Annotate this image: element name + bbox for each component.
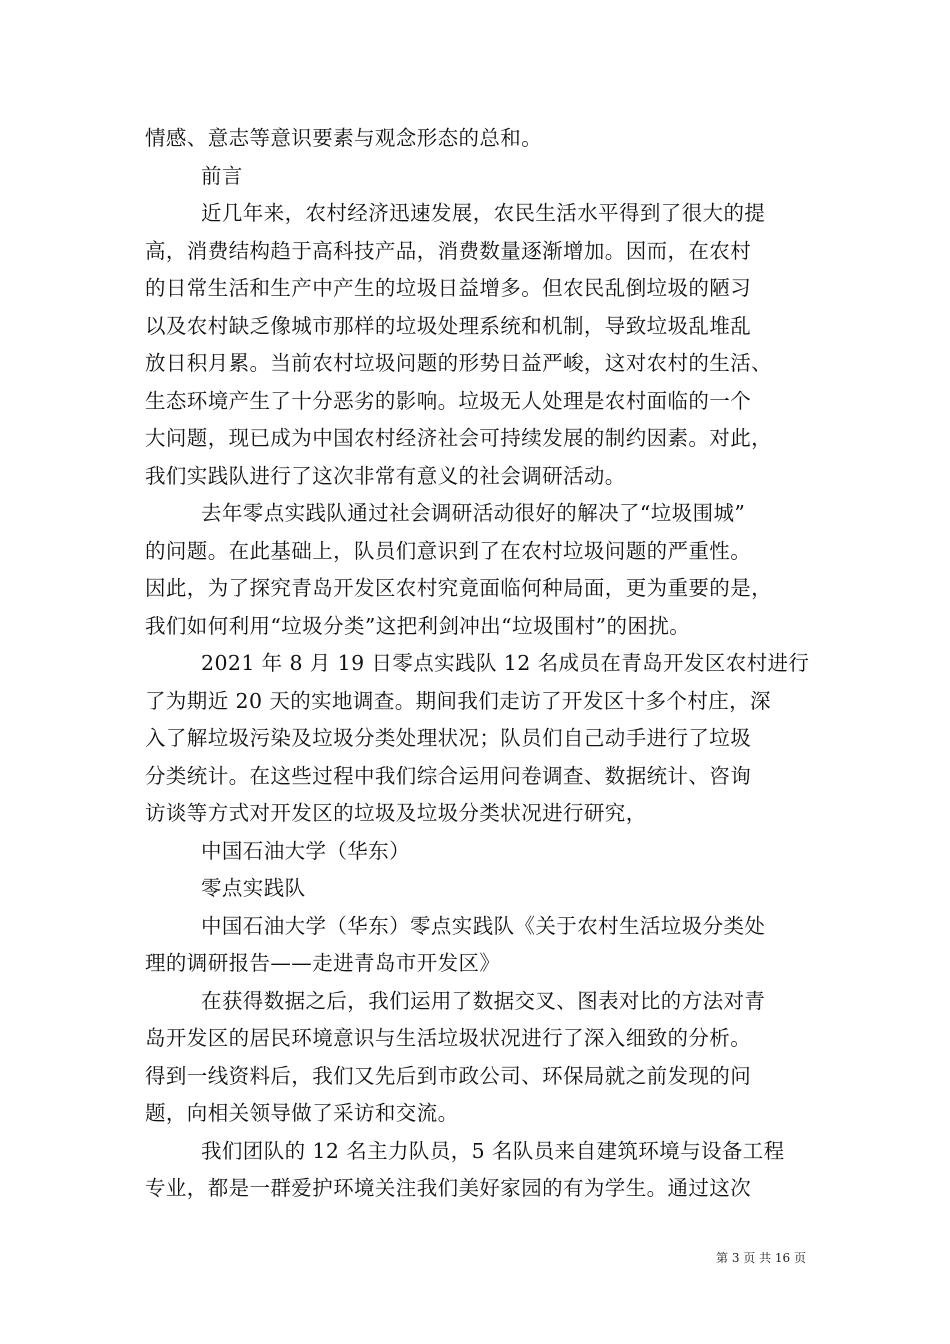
text-line: 分类统计。在这些过程中我们综合运用问卷调查、数据统计、咨询 [145,763,752,788]
text-line: 理的调研报告——走进青岛市开发区》 [145,951,501,975]
text-line: 的日常生活和生产中产生的垃圾日益增多。但农民乱倒垃圾的陋习 [145,276,752,300]
text-line: 中国石油大学（华东） [201,838,410,863]
text-line: 大问题，现已成为中国农村经济社会可持续发展的制约因素。对此， [145,426,772,450]
text-line: 我们如何利用“垃圾分类”这把利剑冲出“垃圾围村”的困扰。 [145,613,691,638]
text-line: 放日积月累。当前农村垃圾问题的形势日益严峻，这对农村的生活、 [145,351,772,375]
text-line: 生态环境产生了十分恶劣的影响。垃圾无人处理是农村面临的一个 [145,388,752,413]
text-line: 情感、意志等意识要素与观念形态的总和。 [145,126,543,150]
text-line: 高，消费结构趋于高科技产品，消费数量逐渐增加。因而，在农村 [145,238,752,263]
text-line: 得到一线资料后，我们又先后到市政公司、环保局就之前发现的问 [145,1063,752,1088]
text-line: 零点实践队 [201,876,306,900]
text-line: 因此，为了探究青岛开发区农村究竟面临何种局面，更为重要的是， [145,576,772,600]
text-line: 近几年来，农村经济迅速发展，农民生活水平得到了很大的提 [201,201,766,225]
text-line: 去年零点实践队通过社会调研活动很好的解决了“垃圾围城” [201,501,746,525]
text-line: 我们团队的 12 名主力队员，5 名队员来自建筑环境与设备工程 [201,1138,785,1163]
page-number-footer: 第 3 页 共 16 页 [716,1251,806,1265]
text-line: 专业，都是一群爱护环境关注我们美好家园的有为学生。通过这次 [145,1176,752,1200]
text-line: 2021 年 8 月 19 日零点实践队 12 名成员在青岛开发区农村进行 [201,651,810,675]
text-line: 在获得数据之后，我们运用了数据交叉、图表对比的方法对青 [201,988,766,1013]
text-line: 中国石油大学（华东）零点实践队《关于农村生活垃圾分类处 [201,913,766,938]
document-body [145,120,810,1208]
text-line: 访谈等方式对开发区的垃圾及垃圾分类状况进行研究， [145,801,647,825]
text-line: 我们实践队进行了这次非常有意义的社会调研活动。 [145,463,626,488]
text-line: 以及农村缺乏像城市那样的垃圾处理系统和机制，导致垃圾乱堆乱 [145,313,752,338]
text-line: 题，向相关领导做了采访和交流。 [145,1101,459,1125]
text-line: 的问题。在此基础上，队员们意识到了在农村垃圾问题的严重性。 [145,538,752,563]
text-line: 入了解垃圾污染及垃圾分类处理状况；队员们自己动手进行了垃圾 [145,726,752,750]
text-line: 了为期近 20 天的实地调查。期间我们走访了开发区十多个村庄，深 [145,688,771,713]
section-heading: 前言 [201,163,243,188]
text-line: 岛开发区的居民环境意识与生活垃圾状况进行了深入细致的分析。 [145,1026,752,1050]
